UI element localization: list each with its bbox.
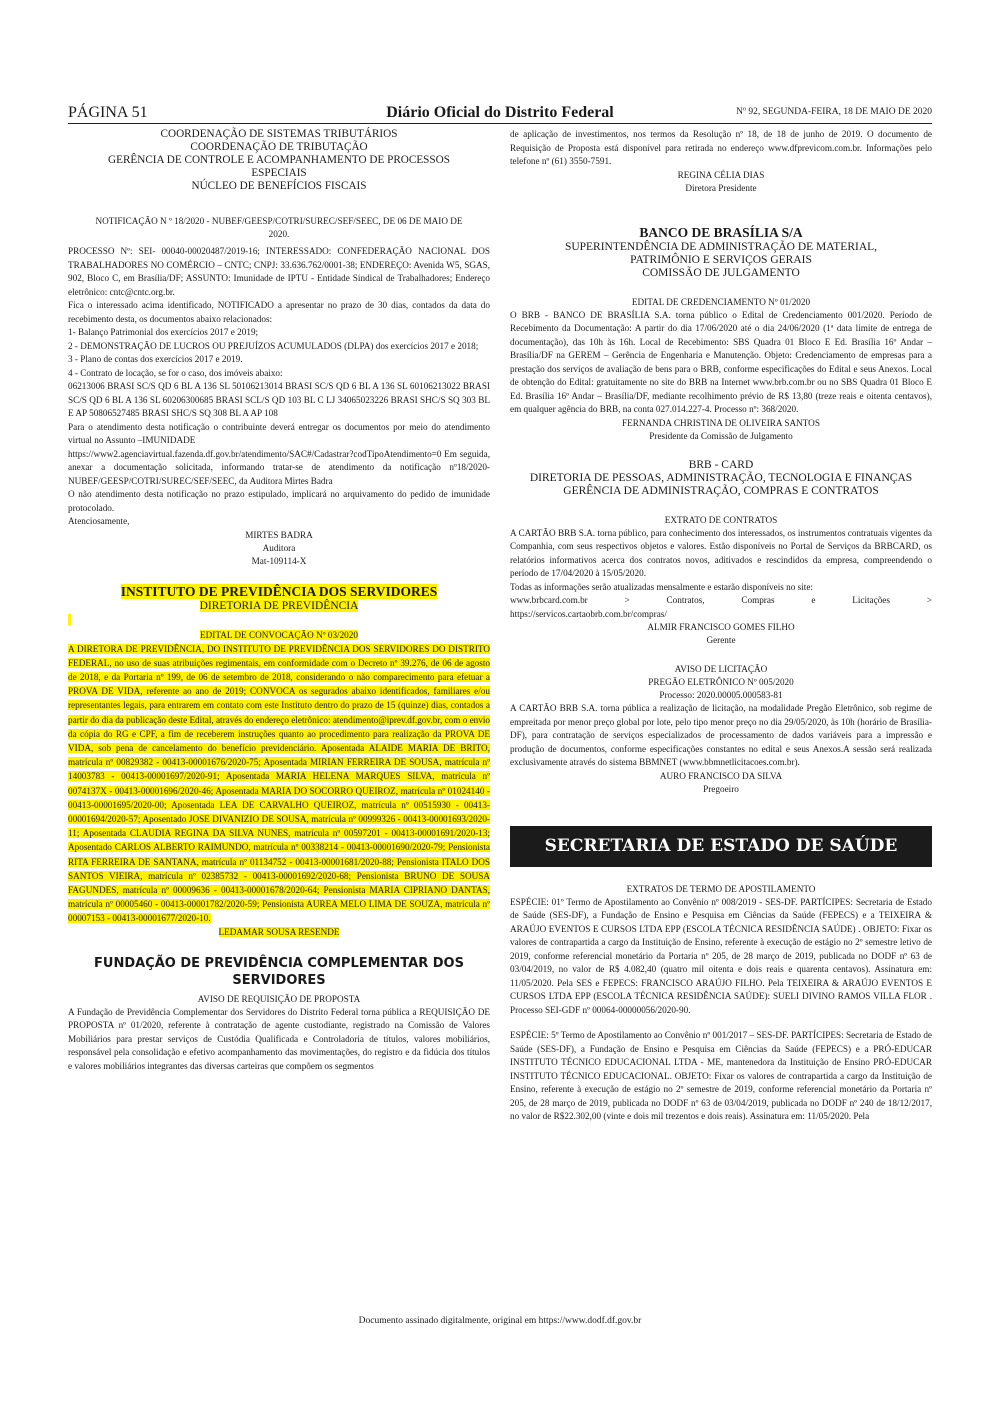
issue-date: Nº 92, SEGUNDA-FEIRA, 18 DE MAIO DE 2020 <box>736 107 932 117</box>
right-column <box>510 128 932 1124</box>
link-text: > <box>926 595 932 605</box>
signatory-role: Auditora <box>262 542 296 553</box>
health-extract-body: ESPÉCIE: 5º Termo de Apostilamento ao Convênio nº 001/2017 – SES-DF. PARTÍCIPES: Secretaria de Estado de Saúde (SES-DF), a Fundação de Ensino e Pesquisa em Ciências da Saúde (FEPECS) e a PRÓ-EDUCAR INSTITUTO TÉCNICO EDUCACIONAL LTDA - ME, mantenedora da Instituição de Ensino PRÓ-EDUCAR INSTITUTO TÉCNICO EDUCACIONAL. OBJETO: Fixar os valores de contrapartida a cargo da Instituição de Ensino, referente à execução de estágio no 2º semestre de 2019, conforme referencial monetário da Portaria nº 205, de 28 março de 2019, publicada no DODF nº 63 de 03/04/2019, publicada no DODF nº 240 de 18/12/2017, no valor de R$22.302,00 (vinte e dois mil trezentos e dois reais). Assinatura em: 11/05/2020. Pela <box>510 1030 932 1121</box>
notification-title: NOTIFICAÇÃO N º 18/2020 - NUBEF/GEESP/COTRI/SUREC/SEF/SEEC, DE 06 DE MAIO DE 2020. <box>95 216 463 239</box>
dept-line: NÚCLEO DE BENEFÍCIOS FISCAIS <box>191 180 367 192</box>
bank-notice-title: EDITAL DE CREDENCIAMENTO Nº 01/2020 <box>631 296 811 307</box>
contracts-notice-body: Todas as informações serão atualizadas mensalmente e estarão disponíveis no site: <box>510 581 813 592</box>
signatory-role: Presidente da Comissão de Julgamento <box>649 430 793 441</box>
tender-notice-body: A CARTÃO BRB S.A. torna pública a realização de licitação, na modalidade Pregão Eletrônico, sob regime de empreitada por menor preço global por lote, pelo tipo menor preço no dia 29/05/2020, às 10h (horário de Brasília-DF), para contratação de serviços especializados de processamento de dados variáveis para a impressão e produção de documentos, conforme especificações constantes no edital e seus Anexos.A sessão será realizada exclusivamente através do sistema BBMNET (www.bbmnetlicitacoes.com.br). <box>510 703 932 767</box>
link-text: Compras <box>741 595 775 605</box>
notification-paragraph: 3 - Plano de contas dos exercícios 2017 e 2019. <box>68 354 243 364</box>
contracts-links-row <box>510 594 932 608</box>
card-name: BRB - CARD <box>688 458 754 471</box>
bank-department: SUPERINTENDÊNCIA DE ADMINISTRAÇÃO DE MATERIAL, PATRIMÔNIO E SERVIÇOS GERAIS <box>564 240 878 266</box>
health-secretariat-banner: SECRETARIA DE ESTADO DE SAÚDE <box>510 826 932 867</box>
tender-process-number: Processo: 2020.00005.000583-81 <box>659 690 783 700</box>
signatory-name: ALMIR FRANCISCO GOMES FILHO <box>647 622 795 632</box>
signatory-name: FERNANDA CHRISTINA DE OLIVEIRA SANTOS <box>622 417 820 428</box>
signatory-role: Pregoeiro <box>703 783 739 794</box>
link-text: e <box>811 595 816 605</box>
card-management: GERÊNCIA DE ADMINISTRAÇÃO, COMPRAS E CONTRATOS <box>563 484 879 497</box>
dept-line: GERÊNCIA DE CONTROLE E ACOMPANHAMENTO DE PROCESSOS ESPECIAIS <box>108 154 450 179</box>
notification-paragraph: 4 - Contrato de locação, se for o caso, dos imóveis abaixo: <box>68 367 283 378</box>
header-rule <box>68 123 932 124</box>
signatory-name: MIRTES BADRA <box>245 529 313 540</box>
card-directorate: DIRETORIA DE PESSOAS, ADMINISTRAÇÃO, TECNOLOGIA E FINANÇAS <box>529 471 913 484</box>
contracts-notice-title: EXTRATO DE CONTRATOS <box>664 514 778 525</box>
health-extract-body: ESPÉCIE: 01º Termo de Apostilamento ao Convênio nº 008/2019 - SES-DF. PARTÍCIPES: Secretaria de Estado de Saúde (SES-DF), a Fundação de Ensino e Pesquisa em Ciências da Saúde (FEPECS) e a TEIXEIRA & ARAÚJO EVENTOS E CURSOS LTDA EPP (ESCOLA TÉCNICA RESIDÊNCIA SAÚDE) . OBJETO: Fixar os valores de contrapartida a cargo da Instituição de Ensino, referente à execução de estágio no 2º semestre letivo de 2019, conforme referencial monetário da Portaria nº 205, de 28 março de 2019, publicada no DODF nº 63 de 03/04/2019, no valor de R$ 4.082,40 (quatro mil oitenta e dois reais e quarenta centavos). Assinatura em: 11/05/2020. Pela SES e FEPECS: FRANCISCO ARAÚJO FILHO. Pela TEIXEIRA & ARAÚJO EVENTOS E CURSOS LTDA EPP (ESCOLA TÉCNICA RESIDÊNCIA SAÚDE): SUELI DIVINO RAMOS VILLA FLOR . Processo SEI-GDF nº 00064-00000056/2020-90. <box>510 896 932 1015</box>
institution-name: INSTITUTO DE PREVIDÊNCIA DOS SERVIDORES <box>120 583 438 599</box>
foundation-notice-title: AVISO DE REQUISIÇÃO DE PROPOSTA <box>197 993 361 1004</box>
institution-title <box>68 584 490 600</box>
foundation-name: FUNDAÇÃO DE PREVIDÊNCIA COMPLEMENTAR DOS SERVIDORES <box>94 955 464 988</box>
health-extracts-title: EXTRATOS DE TERMO DE APOSTILAMENTO <box>626 883 816 894</box>
bank-name: BANCO DE BRASÍLIA S/A <box>639 224 803 240</box>
contracts-url: https://servicos.cartaobrb.com.br/compras/ <box>510 608 667 619</box>
highlight-marker <box>68 614 71 625</box>
notification-paragraph: Para o atendimento desta notificação o contribuinte deverá entregar os documentos por meio do atendimento virtual no Assunto –IMUNIDADE <box>68 421 490 445</box>
dept-line: COORDENAÇÃO DE SISTEMAS TRIBUTÁRIOS <box>160 128 398 140</box>
notification-paragraph: 2 - DEMONSTRAÇÃO DE LUCROS OU PREJUÍZOS ACUMULADOS (DLPA) dos exercícios 2017 e 2018; <box>68 340 479 351</box>
link-text: > <box>624 595 630 605</box>
notification-paragraph: Fica o interessado acima identificado, NOTIFICADO a apresentar no prazo de 30 dias, contados da data do recebimento desta, os documentos abaixo relacionados: <box>68 300 490 324</box>
page-header <box>68 104 932 124</box>
notification-paragraph: https://www2.agenciavirtual.fazenda.df.gov.br/atendimento/SAC#/Cadastrar?codTipoAtendimento=0 Em seguida, anexar a documentação solicitada, informando tratar-se de atendimento da notificação nº18/2020- NUBEF/GEESP/COTRI/SUREC/SEF/SEEC, da Auditora Mirtes Badra <box>68 448 490 486</box>
notification-paragraph: 1- Balanço Patrimonial dos exercícios 2017 e 2019; <box>68 327 259 337</box>
foundation-notice-body: A Fundação de Previdência Complementar dos Servidores do Distrito Federal torna pública a REQUISIÇÃO DE PROPOSTA nº 01/2020, referente à contratação de agente custodiante, registrado na Comissão de Valores Mobiliários para prestar serviços de Custódia Qualificada e Controladoria de títulos, valores mobiliários, responsável pela consolidação e efetivo acompanhamento das movimentações, do registro e da fidúcia dos títulos e valores mobiliários integrantes das diversas carteiras que compõem os segmentos <box>68 1006 490 1071</box>
institution-subtitle: DIRETORIA DE PREVIDÊNCIA <box>199 599 359 612</box>
left-column <box>68 128 490 1073</box>
publication-title: Diário Oficial do Distrito Federal <box>386 104 614 121</box>
edital-signatory: LEDAMAR SOUSA RESENDE <box>218 926 340 937</box>
notification-paragraph: O não atendimento desta notificação no prazo estipulado, implicará no arquivamento do pedido de imunidade protocolado. <box>68 489 490 513</box>
tender-notice-title: AVISO DE LICITAÇÃO <box>674 664 768 674</box>
edital-title: EDITAL DE CONVOCAÇÃO Nº 03/2020 <box>200 629 358 640</box>
contracts-notice-body: A CARTÃO BRB S.A. torna público, para conhecimento dos interessados, os instrumentos contratuais vigentes da Companhia, com seus respectivos objetos e valores. Estão disponíveis no Portal de Serviços da BRBCARD, os relatórios informativos acerca dos contratos novos, aditivados e rescindidos da empresa, compreendendo o período de 17/04/2020 à 15/05/2020. <box>510 527 932 578</box>
page-number: PÁGINA 51 <box>68 104 148 121</box>
tender-notice-subtitle: PREGÃO ELETRÔNICO Nº 005/2020 <box>648 677 794 687</box>
foundation-notice-continued: de aplicação de investimentos, nos termos da Resolução nº 18, de 18 de junho de 2019. O documento de Requisição de Proposta está disponível para retirada no endereço www.dfprevicom.com.br. Informações pelo telefone nº (61) 3550-7591. <box>510 129 932 166</box>
notification-paragraph: Atenciosamente, <box>68 516 130 526</box>
dept-line: COORDENAÇÃO DE TRIBUTAÇÃO <box>190 141 368 153</box>
edital-body: A DIRETORA DE PREVIDÊNCIA, DO INSTITUTO DE PREVIDÊNCIA DOS SERVIDORES DO DISTRITO FEDERAL, no uso de suas atribuições regimentais, em conformidade com o Decreto nº 39.276, de 06 de agosto de 2018, e da Portaria nº 199, de 06 de setembro de 2018, considerando o não comparecimento para efetuar a PROVA DE VIDA, referente ao ano de 2019; CONVOCA os segurados abaixo identificados, familiares e/ou representantes legais, para entrarem em contato com este Instituto dentro do prazo de 15 (quinze) dias, contados a partir do dia da publicação deste Edital, através do endereço eletrônico: atendimento@iprev.df.gov.br, com o envio da cópia do RG e CPF, a fim de receberem instruções quanto ao procedimento para realização da PROVA DE VIDA, sob pena de cancelamento do benefício previdenciário. Aposentada ALAIDE MARIA DE BRITO, matrícula nº 00829382 - 00413-00001676/2020-75; Aposentada MIRIAN FERREIRA DE SOUSA, matrícula nº 14003783 - 00413-00001697/2020-91; Aposentada MARIA HELENA MARQUES SILVA, matrícula nº 0074137X - 00413-00001696/2020-46; Aposentada MARIA DO SOCORRO QUEIROZ, matrícula nº 01024140 - 00413-00001695/2020-00; Aposentada LEA DE CARVALHO QUEIROZ, matrícula nº 00515930 - 00413-00001694/2020-57; Aposentado JOSE DIVANIZIO DE SOUSA, matrícula nº 00999326 - 00413-00001693/2020-11; Aposentada CLAUDIA REGINA DA SILVA NUNES, matrícula nº 00597201 - 00413-00001691/2020-13; Aposentado CARLOS ALBERTO RAIMUNDO, matrícula nº 00338214 - 00413-00001690/2020-79; Pensionista RITA FERREIRA DE SANTANA, matrícula nº 01134752 - 00413-00001681/2020-88; Pensionista ITALO DOS SANTOS VIEIRA, matrícula nº 02385732 - 00413-00001692/2020-68; Pensionista BRUNO DE SOUSA FAGUNDES, matrícula nº 00009636 - 00413-00001678/2020-64; Pensionista MARIA CIPRIANO DANTAS, matrícula nº 00005460 - 00413-00001782/2020-59; Pensionista AUREA MELO LIMA DE SOUZA, matrícula nº 00007153 - 00413-00001677/2020-10. <box>68 643 490 924</box>
link-text: Licitações <box>852 595 890 605</box>
signatory-role: Diretora Presidente <box>685 182 757 193</box>
link-text: Contratos, <box>666 595 705 605</box>
notification-paragraph: 06213006 BRASI SC/S QD 6 BL A 136 SL 50106213014 BRASI SC/S QD 6 BL A 136 SL 60106213022 BRASI SC/S QD 6 BL A 136 SL 60206300685 BRASI SCL/S QD 103 BL C LJ 34065023226 BRASI SHC/S SQ 303 BL E AP 50806527485 BRASI SHC/S SQ 308 BL A AP 108 <box>68 381 490 418</box>
bank-commission: COMISSÃO DE JULGAMENTO <box>642 266 800 279</box>
link-text: www.brbcard.com.br <box>510 595 588 605</box>
signatory-name: REGINA CÉLIA DIAS <box>677 169 765 180</box>
signatory-id: Mat-109114-X <box>251 555 307 566</box>
bank-notice-body: O BRB - BANCO DE BRASÍLIA S.A. torna público o Edital de Credenciamento 001/2020. Período de Recebimento da Documentação: A partir do dia 17/06/2020 até o dia 24/06/2020 (1ª data limite de entrega de documentação), das 10h às 16h. Local de Recebimento: SBS Quadra 01 Bloco E Ed. Brasília 16º Andar – Brasília/DF na GEREM – Gerência de Engenharia e Manutenção. Objeto: Credenciamento de empresas para a prestação dos serviços de avaliação de bens para o BRB, conforme especificações do Edital e seus Anexos. Local de obtenção do Edital: gratuitamente no site do BRB na Internet www.brb.com.br ou no SBS Quadra 01 Bloco E Ed. Brasília 16º Andar – Brasília/DF, mediante recolhimento prévio de R$ 13,80 (treze reais e oitenta centavos), em qualquer agência do BRB, na conta 027.014.227-4. Processo nº: 368/2020. <box>510 309 932 414</box>
signatory-role: Gerente <box>706 635 736 645</box>
signatory-name: AURO FRANCISCO DA SILVA <box>659 770 783 781</box>
page-footer: Documento assinado digitalmente, original em https://www.dodf.df.gov.br <box>358 1316 642 1326</box>
notification-paragraph: PROCESSO Nº: SEI- 00040-00020487/2019-16; INTERESSADO: CONFEDERAÇÃO NACIONAL DOS TRABALHADORES NO COMÉRCIO – CNTC; CNPJ: 33.636.762/0001-38; ENDEREÇO: Avenida W5, SGAS, 902, Bloco C, em Brasília/DF; ASSUNTO: Imunidade de IPTU - Entidade Sindical de Trabalhadores; Endereço eletrônico: cntc@cntc.org.br. <box>68 246 490 297</box>
